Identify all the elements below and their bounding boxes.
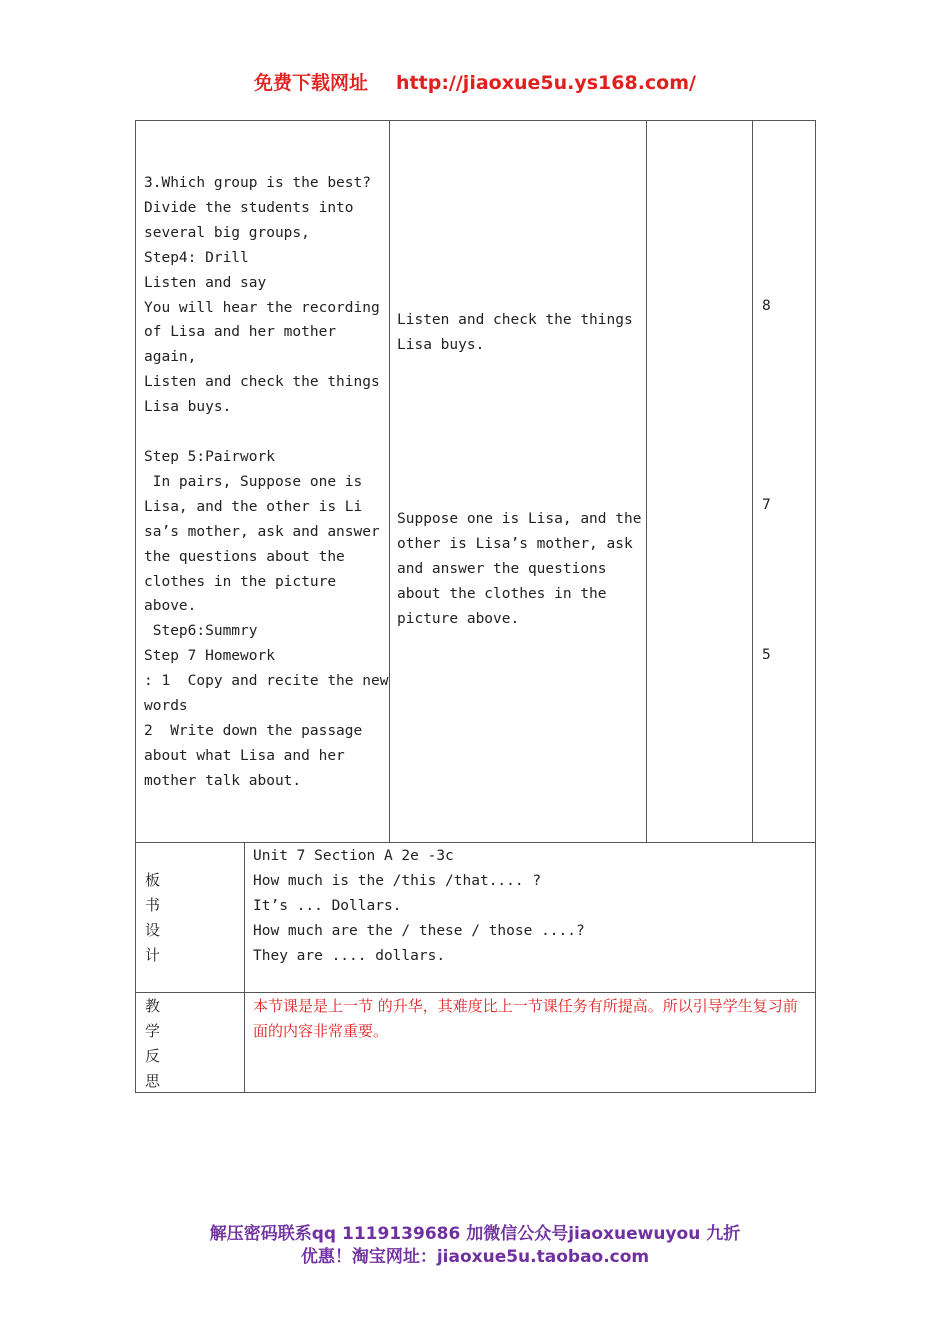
text-line: sa’s mother, ask and answer <box>144 523 380 540</box>
label-char: 设 <box>145 921 161 939</box>
text-line: You will hear the recording <box>144 299 380 316</box>
text-line: mother talk about. <box>144 772 302 789</box>
text-line: Lisa, and the other is Li <box>144 498 363 515</box>
text-line: 3.Which group is the best? <box>144 175 371 191</box>
text-line: about the clothes in the <box>397 585 607 602</box>
text-line: How much are the / these / those ....? <box>253 922 585 939</box>
time-value: 8 <box>762 298 771 314</box>
label-char: 书 <box>145 896 161 914</box>
board-design-content <box>253 844 585 969</box>
text-line: about what Lisa and her <box>144 747 345 764</box>
text-line: Listen and say <box>144 274 267 291</box>
label-col-divider-1 <box>244 842 245 992</box>
page-header <box>0 68 950 95</box>
student-activity-block-1 <box>397 308 633 358</box>
label-char: 学 <box>145 1022 161 1040</box>
text-line: Listen and check the things <box>144 374 380 391</box>
text-line: They are .... dollars. <box>253 947 446 964</box>
text-line: How much is the /this /that.... ? <box>253 872 542 889</box>
board-design-label <box>145 868 160 968</box>
table-bottom-border <box>135 1092 816 1093</box>
text-line: words <box>144 698 188 715</box>
text-line: above. <box>144 598 197 615</box>
table-top-border <box>135 120 816 121</box>
text-line: Lisa buys. <box>397 336 485 353</box>
table-left-border <box>135 120 136 1093</box>
col-divider-1 <box>389 120 390 842</box>
label-char: 板 <box>145 871 161 889</box>
text-line: clothes in the picture <box>144 573 337 590</box>
text-line: Lisa buys. <box>144 399 232 416</box>
text-line: Suppose one is Lisa, and the <box>397 511 642 527</box>
text-line: several big groups, <box>144 224 310 241</box>
header-url-link[interactable]: http://jiaoxue5u.ys168.com/ <box>396 72 696 94</box>
label-char: 计 <box>145 946 161 964</box>
text-line: and answer the questions <box>397 560 607 577</box>
text-line: of Lisa and her mother <box>144 324 337 341</box>
text-line: : 1 Copy and recite the new <box>144 673 389 690</box>
text-line: 2 Write down the passage <box>144 722 363 739</box>
reflection-text: 本节课是是上一节 的升华，其难度比上一节课任务有所提高。所以引导学生复习前面的内容非常重要。 <box>253 997 798 1040</box>
text-line: Step6:Summry <box>144 623 258 640</box>
label-char: 反 <box>145 1047 161 1065</box>
student-activity-block-2 <box>397 507 641 632</box>
text-line: It’s ... Dollars. <box>253 897 402 914</box>
text-line: Step 7 Homework <box>144 648 275 665</box>
text-line: In pairs, Suppose one is <box>144 473 363 490</box>
time-value: 7 <box>762 497 771 513</box>
time-value: 5 <box>762 647 771 663</box>
footer-line-2: 优惠！淘宝网址：jiaoxue5u.taobao.com <box>300 1247 650 1267</box>
reflection-label <box>145 994 160 1094</box>
col-divider-2 <box>646 120 647 842</box>
label-char: 教 <box>145 997 161 1015</box>
text-line: Listen and check the things <box>397 312 633 328</box>
footer-line-1: 解压密码联系qq 1119139686 加微信公众号jiaoxuewuyou 九折 <box>209 1224 741 1244</box>
label-col-divider-2 <box>244 992 245 1092</box>
teacher-activities-cell <box>144 171 388 794</box>
text-line: picture above. <box>397 610 520 627</box>
header-label: 免费下载网址 <box>254 72 369 94</box>
col-divider-3 <box>752 120 753 842</box>
text-line: other is Lisa’s mother, ask <box>397 535 633 552</box>
text-line: Divide the students into <box>144 199 354 216</box>
text-line: the questions about the <box>144 548 345 565</box>
text-line: Step 5:Pairwork <box>144 448 275 465</box>
text-line: Step4: Drill <box>144 249 249 266</box>
label-char: 思 <box>145 1072 161 1090</box>
table-right-border <box>815 120 816 1093</box>
text-line: again, <box>144 349 197 366</box>
row-divider-1 <box>135 842 816 843</box>
text-line <box>144 420 388 445</box>
text-line: Unit 7 Section A 2e -3c <box>253 848 454 864</box>
row-divider-2 <box>135 992 816 993</box>
